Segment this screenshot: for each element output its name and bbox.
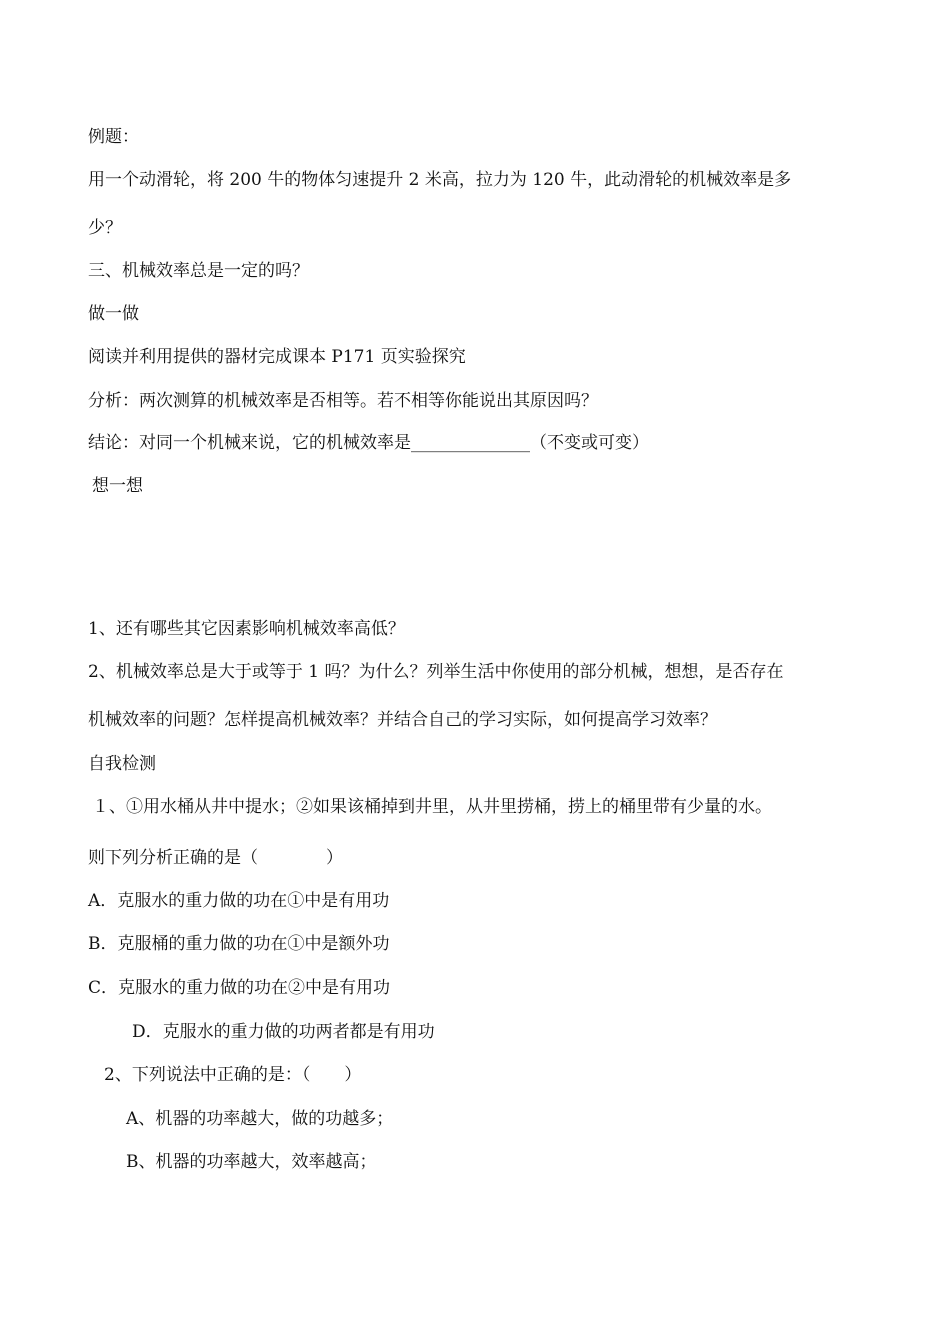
quiz-question-1-line-2: 则下列分析正确的是（ ） (88, 848, 343, 868)
analysis-text: 分析：两次测算的机械效率是否相等。若不相等你能说出其原因吗？ (88, 391, 598, 411)
quiz-question-2-option-b: B、机器的功率越大，效率越高； (126, 1152, 377, 1172)
think-question-2-line-1: 2、机械效率总是大于或等于 1 吗？为什么？列举生活中你使用的部分机械，想想，是否存在 (88, 662, 784, 682)
example-heading: 例题： (88, 127, 139, 147)
think-heading: 想一想 (92, 476, 143, 496)
example-question-line-2: 少？ (88, 218, 122, 238)
example-question-line-1: 用一个动滑轮，将 200 牛的物体匀速提升 2 米高，拉力为 120 牛，此动滑轮的机械效率是多 (88, 170, 792, 190)
quiz-question-1-option-d: D．克服水的重力做的功两者都是有用功 (132, 1022, 435, 1042)
think-question-1: 1、还有哪些其它因素影响机械效率高低？ (88, 619, 405, 639)
quiz-question-1-line-1: １、①用水桶从井中提水；②如果该桶掉到井里，从井里捞桶，捞上的桶里带有少量的水。 (92, 797, 772, 817)
section-three-heading: 三、机械效率总是一定的吗？ (88, 261, 309, 281)
think-question-2-line-2: 机械效率的问题？怎样提高机械效率？并结合自己的学习实际，如何提高学习效率？ (88, 710, 717, 730)
quiz-question-2: 2、下列说法中正确的是：（ ） (104, 1065, 362, 1085)
conclusion-text: 结论：对同一个机械来说，它的机械效率是______________（不变或可变） (88, 433, 649, 453)
quiz-question-2-option-a: A、机器的功率越大，做的功越多； (126, 1109, 394, 1129)
quiz-question-1-option-c: C．克服水的重力做的功在②中是有用功 (88, 978, 391, 998)
quiz-question-1-option-b: B．克服桶的重力做的功在①中是额外功 (88, 934, 390, 954)
self-check-heading: 自我检测 (88, 754, 156, 774)
quiz-question-1-option-a: A．克服水的重力做的功在①中是有用功 (88, 891, 390, 911)
activity-instruction: 阅读并利用提供的器材完成课本 P171 页实验探究 (88, 347, 466, 367)
activity-heading: 做一做 (88, 304, 139, 324)
